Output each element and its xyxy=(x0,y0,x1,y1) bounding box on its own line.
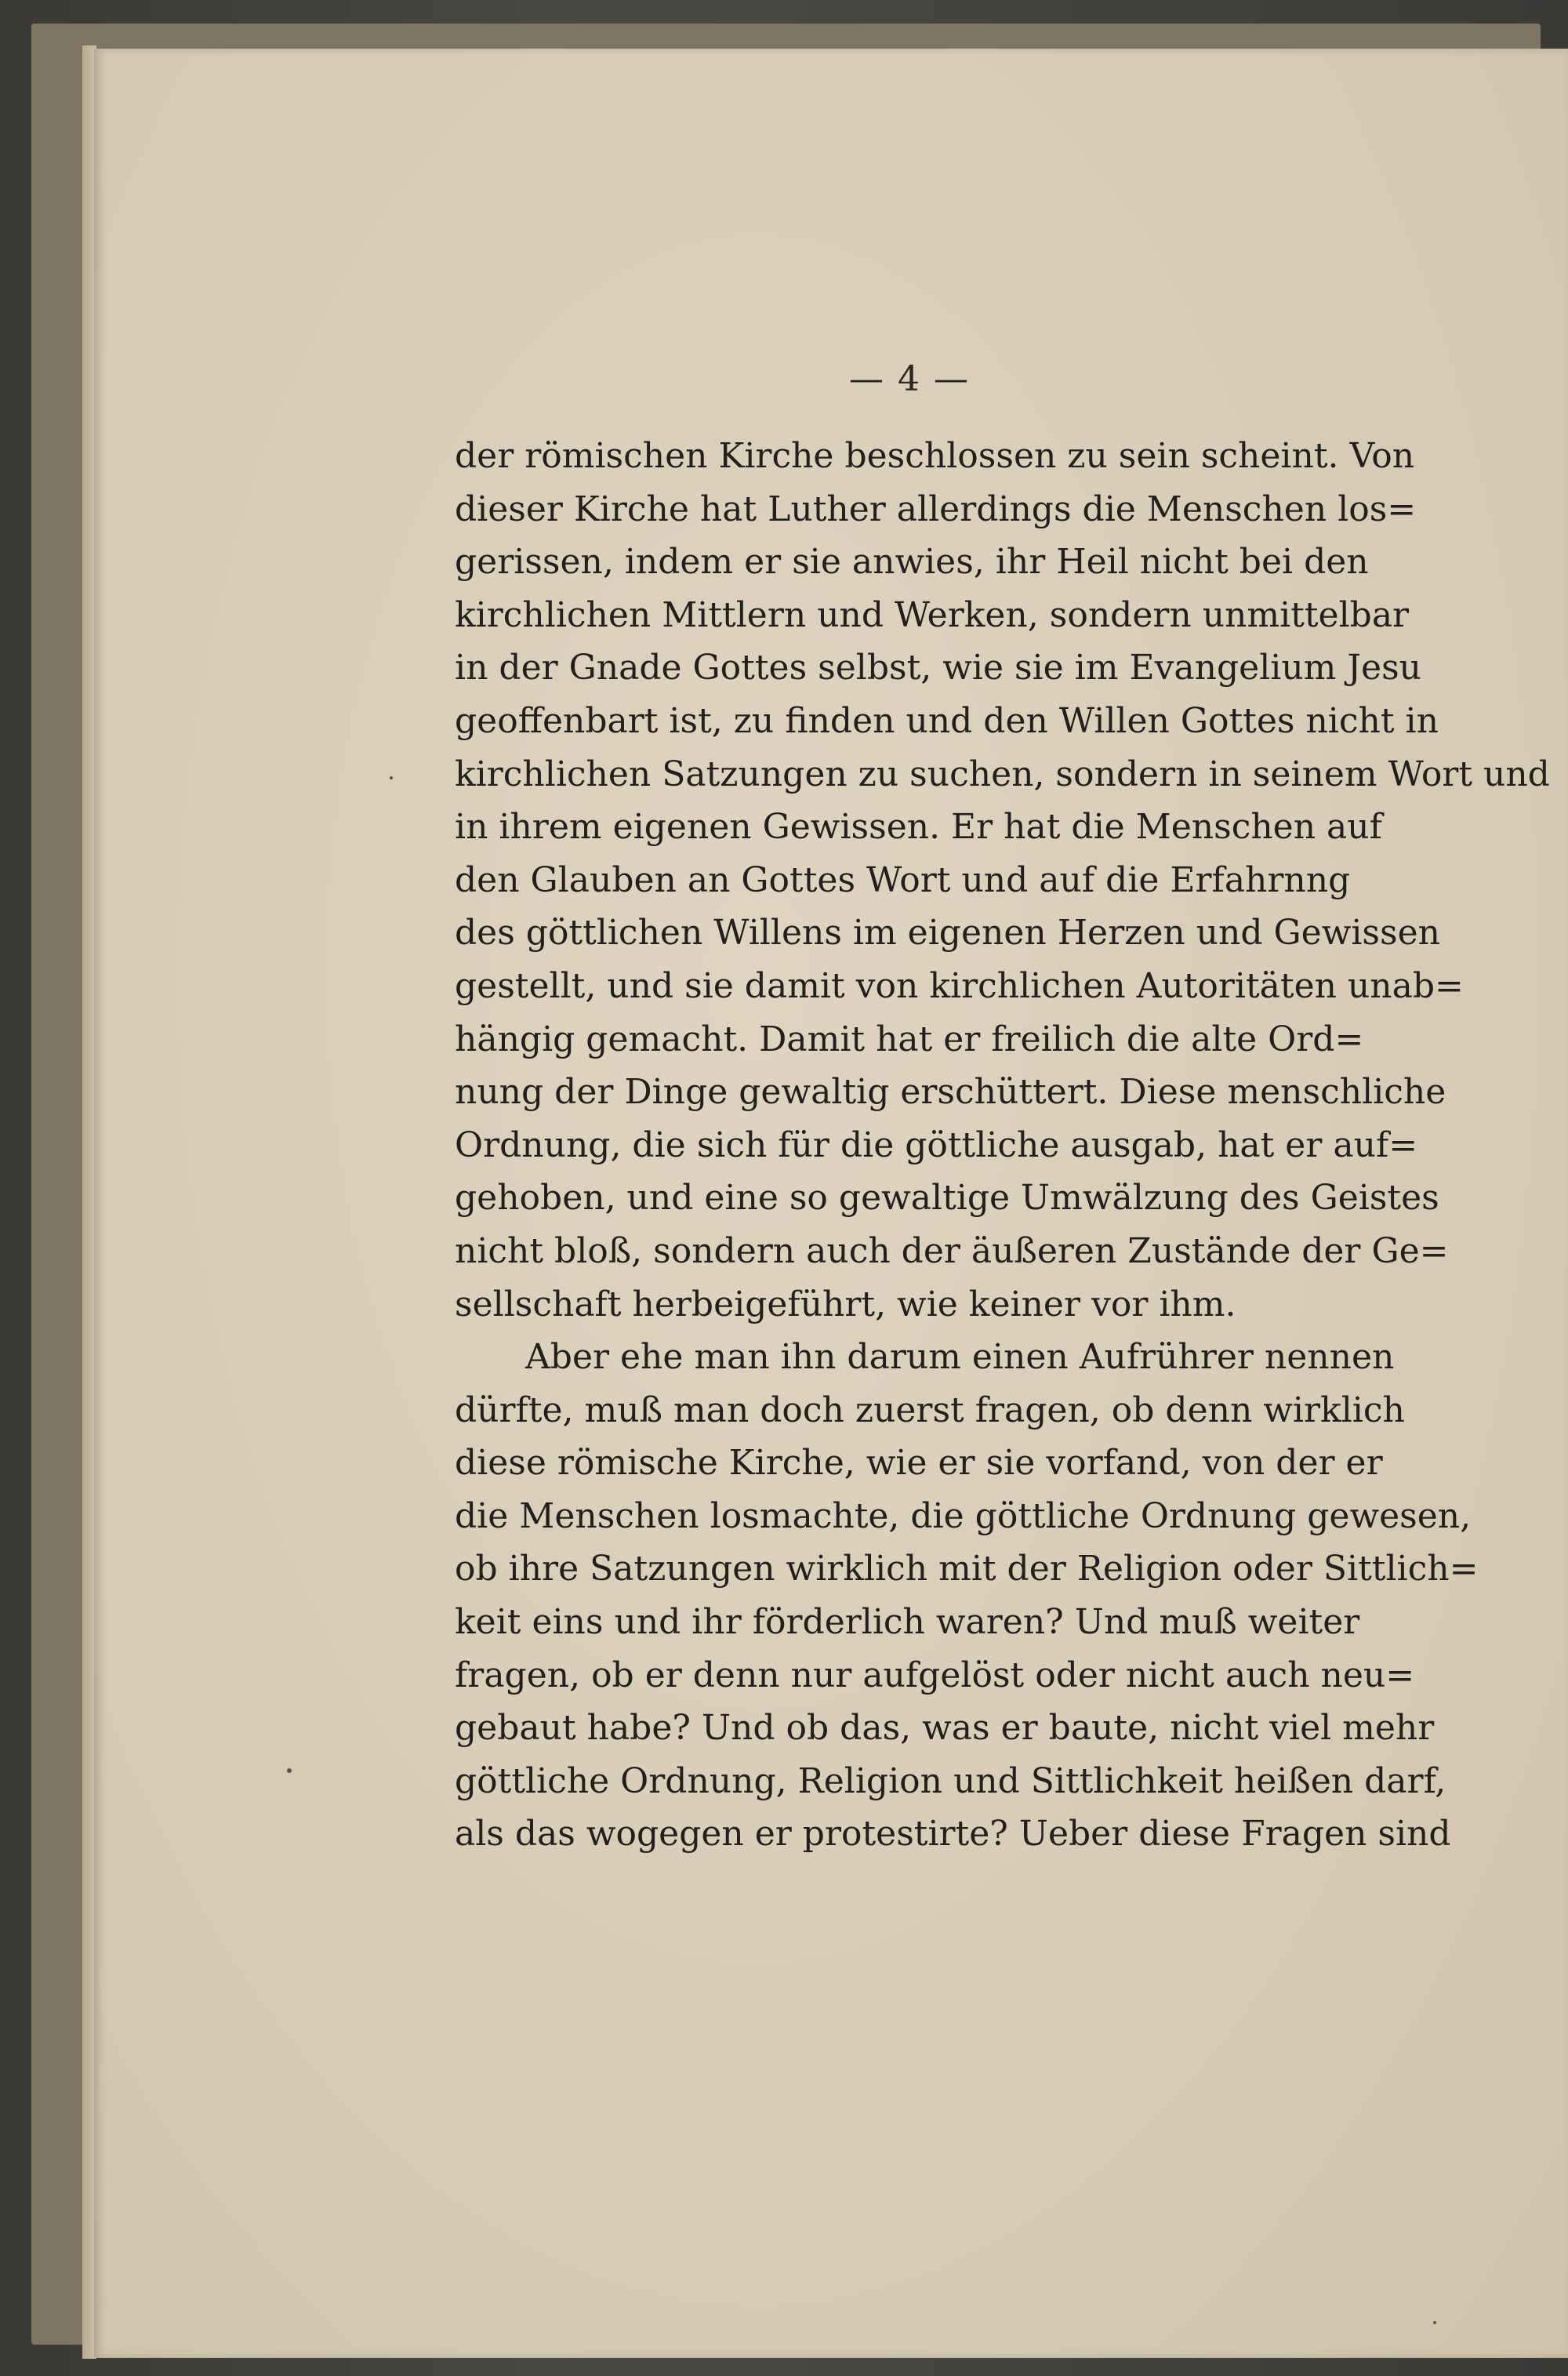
body-text xyxy=(455,430,1550,1861)
text-line: fragen, ob er denn nur aufgelöst oder nicht auch neu= xyxy=(455,1655,1415,1695)
text-line: geoffenbart ist, zu finden und den Willen Gottes nicht in xyxy=(455,700,1439,741)
paragraph-2 xyxy=(455,1331,1479,1861)
text-line: kirchlichen Mittlern und Werken, sondern unmittelbar xyxy=(455,594,1410,635)
text-line: Ordnung, die sich für die göttliche ausgab, hat er auf= xyxy=(455,1124,1418,1165)
paper-speck xyxy=(1433,2321,1436,2324)
text-line: keit eins und ihr förderlich waren? Und muß weiter xyxy=(455,1602,1360,1643)
text-line: den Glauben an Gottes Wort und auf die Erfahrnng xyxy=(455,859,1351,900)
text-line: in ihrem eigenen Gewissen. Er hat die Menschen auf xyxy=(455,807,1382,848)
text-line: dieser Kirche hat Luther allerdings die Menschen los= xyxy=(455,489,1417,529)
text-line: kirchlichen Satzungen zu suchen, sondern in seinem Wort und xyxy=(455,754,1550,794)
text-line: der römischen Kirche beschlossen zu sein scheint. Von xyxy=(455,436,1415,476)
text-line: gestellt, und sie damit von kirchlichen Autoritäten unab= xyxy=(455,965,1464,1006)
text-line: des göttlichen Willens im eigenen Herzen und Gewissen xyxy=(455,913,1440,954)
text-line: diese römische Kirche, wie er sie vorfand, von der er xyxy=(455,1443,1383,1484)
text-line: als das wogegen er protestirte? Ueber diese Fragen sind xyxy=(455,1814,1451,1855)
text-line: gerissen, indem er sie anwies, ihr Heil nicht bei den xyxy=(455,542,1369,583)
paper-speck xyxy=(390,776,393,779)
text-line: gebaut habe? Und ob das, was er baute, nicht viel mehr xyxy=(455,1708,1435,1749)
text-line: die Menschen losmachte, die göttliche Ordnung gewesen, xyxy=(455,1495,1472,1536)
text-line: ob ihre Satzungen wirklich mit der Religion oder Sittlich= xyxy=(455,1549,1479,1589)
text-line: nung der Dinge gewaltig erschüttert. Diese menschliche xyxy=(455,1072,1446,1113)
text-line: in der Gnade Gottes selbst, wie sie im Evangelium Jesu xyxy=(455,648,1421,688)
text-line: dürfte, muß man doch zuerst fragen, ob denn wirklich xyxy=(455,1390,1405,1430)
text-line: gehoben, und eine so gewaltige Umwälzung des Geistes xyxy=(455,1178,1439,1219)
paper-speck xyxy=(287,1768,292,1773)
text-line: Aber ehe man ihn darum einen Aufrührer nennen xyxy=(525,1337,1395,1378)
text-line: hängig gemacht. Damit hat er freilich die alte Ord= xyxy=(455,1019,1364,1059)
paragraph-1 xyxy=(455,430,1550,1331)
text-line: göttliche Ordnung, Religion und Sittlichkeit heißen darf, xyxy=(455,1760,1446,1801)
text-line: nicht bloß, sondern auch der äußeren Zustände der Ge= xyxy=(455,1230,1449,1271)
text-line: sellschaft herbeigeführt, wie keiner vor ihm. xyxy=(455,1284,1236,1324)
page-number: — 4 — xyxy=(849,359,970,399)
